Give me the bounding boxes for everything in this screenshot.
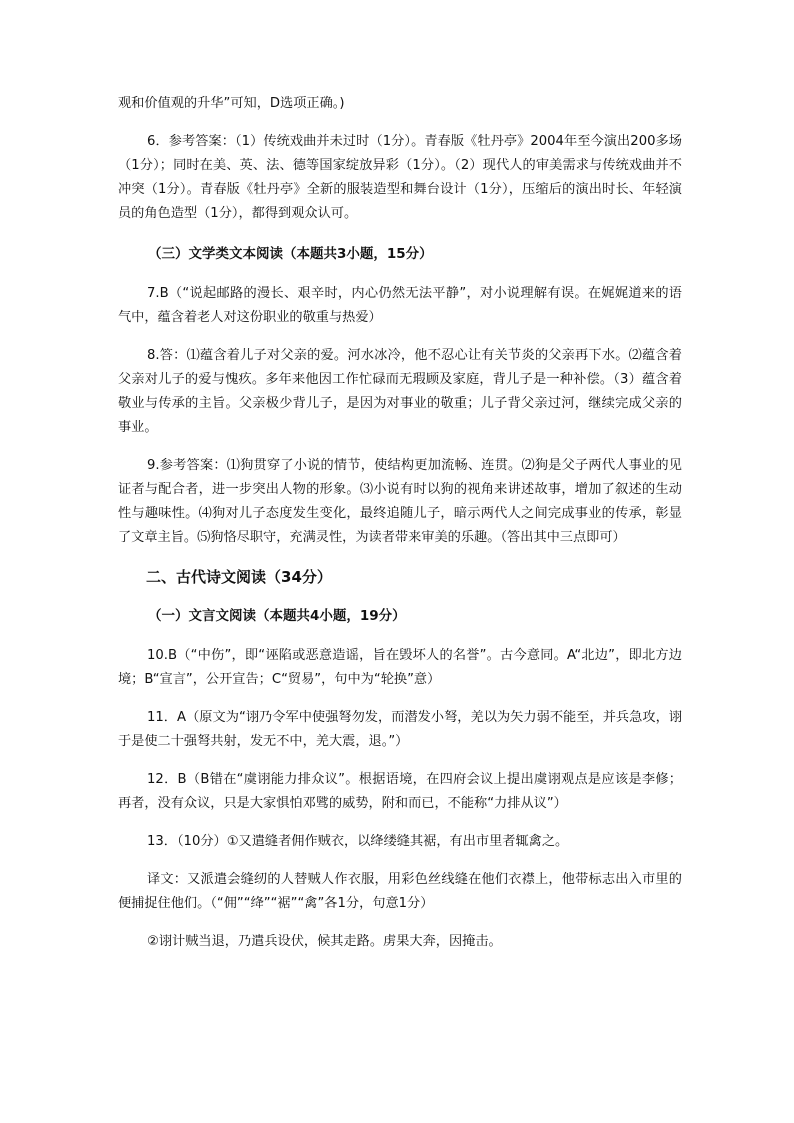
answer-13: 13．（10分）①又遣缝者佣作贼衣，以绛缕缝其裾，有出市里者辄禽之。	[147, 834, 569, 849]
answer-8: 8.答：⑴蕴含着儿子对父亲的爱。河水冰冷，他不忍心让有关节炎的父亲再下水。⑵蕴含着父亲对儿子的爱与愧疚。多年来他因工作忙碌而无瑕顾及家庭，背儿子是一种补偿。（3）蕴含着敬业与传承的主旨。父亲极少背儿子，是因为对事业的敬重；儿子背父亲过河，继续完成父亲的事业。	[118, 348, 682, 435]
answer-6: 6．参考答案：（1）传统戏曲并未过时（1分）。青春版《牡丹亭》2004年至今演出200多场（1分）；同时在美、英、法、德等国家绽放异彩（1分）。（2）现代人的审美需求与传统戏曲并不冲突（1分）。青春版《牡丹亭》全新的服装造型和舞台设计（1分），压缩后的演出时长、年轻演员的角色造型（1分），都得到观众认可。	[118, 134, 682, 221]
answer-11: 11．A（原文为“诩乃令军中使强弩勿发，而潜发小弩，羌以为矢力弱不能至，并兵急攻，诩于是使二十强弩共射，发无不中，羌大震，退。”）	[118, 710, 682, 749]
answer-10: 10.B（“中伤”，即“诬陷或恶意造谣，旨在毁坏人的名誉”。古今意同。A“北边”，即北方边境；B“宣言”，公开宣告；C“贸易”，句中为“轮换”意）	[118, 648, 682, 687]
paragraph-continuation: 观和价值观的升华”可知，D选项正确。)	[118, 96, 345, 111]
answer-12: 12．B（B错在“虞诩能力排众议”。根据语境，在四府会议上提出虞诩观点是应该是李修；再者，没有众议，只是大家惧怕邓骘的威势，附和而已，不能称“力排从议”）	[118, 772, 682, 811]
section-heading-classical-prose: （一）文言文阅读（本题共4小题，19分）	[148, 608, 406, 624]
answer-7: 7.B（“说起邮路的漫长、艰辛时，内心仍然无法平静”，对小说理解有误。在娓娓道来的语气中，蕴含着老人对这份职业的敬重与热爱）	[118, 286, 682, 325]
section-heading-classical-poetry: 二、古代诗文阅读（34分）	[146, 568, 332, 586]
answer-13-part-2: ②诩计贼当退，乃遣兵设伏，候其走路。虏果大奔，因掩击。	[147, 934, 502, 949]
answer-9: 9.参考答案：⑴狗贯穿了小说的情节，使结构更加流畅、连贯。⑵狗是父子两代人事业的见证者与配合者，进一步突出人物的形象。⑶小说有时以狗的视角来讲述故事，增加了叙述的生动性与趣味性。⑷狗对儿子态度发生变化，最终追随儿子，暗示两代人之间完成事业的传承，彰显了文章主旨。⑸狗恪尽职守，充满灵性，为读者带来审美的乐趣。（答出其中三点即可）	[118, 458, 682, 545]
section-heading-literary-text: （三）文学类文本阅读（本题共3小题，15分）	[148, 246, 433, 262]
translation-13-1: 译文：又派遣会缝纫的人替贼人作衣服，用彩色丝线缝在他们衣襟上，他带标志出入市里的便捕捉住他们。（“佣”“绛”“裾”“禽”各1分，句意1分）	[118, 872, 682, 911]
document-page	[118, 92, 682, 954]
